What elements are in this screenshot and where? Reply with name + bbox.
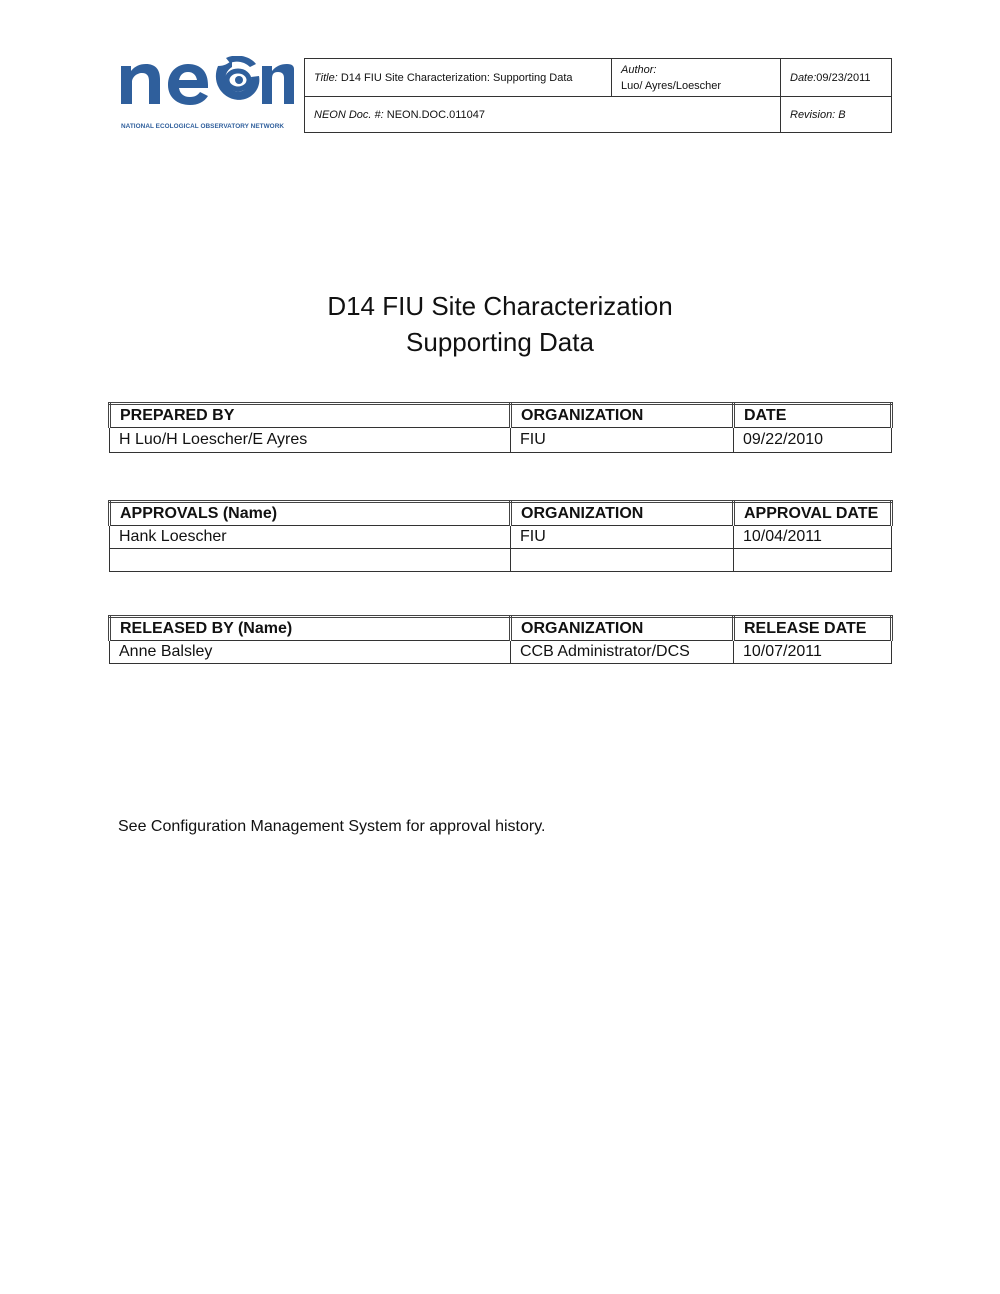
- table-header: APPROVALS (Name): [110, 502, 511, 526]
- table-cell: Anne Balsley: [110, 641, 511, 664]
- header-doc-cell: [305, 97, 781, 133]
- date-value: 09/23/2011: [816, 71, 871, 84]
- table-header: APPROVAL DATE: [734, 502, 892, 526]
- doc-label: NEON Doc. #:: [314, 108, 384, 121]
- table-row: [110, 641, 892, 664]
- table-cell: H Luo/H Loescher/E Ayres: [110, 428, 511, 453]
- prepared-by-table: [108, 402, 893, 453]
- table-header: ORGANIZATION: [511, 404, 734, 428]
- title-label: Title:: [314, 71, 338, 84]
- title-line-2: Supporting Data: [406, 327, 594, 357]
- document-title: [0, 288, 1000, 360]
- table-header: ORGANIZATION: [511, 502, 734, 526]
- table-header: PREPARED BY: [110, 404, 511, 428]
- table-row: [110, 428, 892, 453]
- logo-tagline: NATIONAL ECOLOGICAL OBSERVATORY NETWORK: [121, 123, 285, 130]
- table-row: [110, 549, 892, 572]
- table-header: DATE: [734, 404, 892, 428]
- approvals-table: [108, 500, 893, 572]
- table-cell: [734, 549, 892, 572]
- table-cell: [110, 549, 511, 572]
- table-row: [110, 526, 892, 549]
- table-cell: 10/07/2011: [734, 641, 892, 664]
- table-cell: FIU: [511, 428, 734, 453]
- approval-history-note: See Configuration Management System for approval history.: [118, 818, 546, 835]
- table-cell: 10/04/2011: [734, 526, 892, 549]
- header-author-cell: [612, 59, 781, 97]
- table-cell: FIU: [511, 526, 734, 549]
- table-cell: CCB Administrator/DCS: [511, 641, 734, 664]
- table-header: RELEASED BY (Name): [110, 617, 511, 641]
- header-revision-cell: Revision: B: [781, 97, 892, 133]
- author-label: Author:: [621, 63, 657, 76]
- document-header-table: [304, 58, 892, 133]
- title-value: D14 FIU Site Characterization: Supporting Data: [340, 71, 573, 84]
- table-cell: [511, 549, 734, 572]
- released-by-table: [108, 615, 893, 664]
- table-header: RELEASE DATE: [734, 617, 892, 641]
- author-value: Luo/ Ayres/Loescher: [621, 79, 722, 92]
- header-date-cell: [781, 59, 892, 97]
- table-header: ORGANIZATION: [511, 617, 734, 641]
- date-label: Date:: [790, 71, 817, 84]
- header-title-cell: [305, 59, 612, 97]
- table-cell: 09/22/2010: [734, 428, 892, 453]
- title-line-1: D14 FIU Site Characterization: [327, 291, 673, 321]
- doc-number: NEON.DOC.011047: [386, 108, 485, 121]
- table-cell: Hank Loescher: [110, 526, 511, 549]
